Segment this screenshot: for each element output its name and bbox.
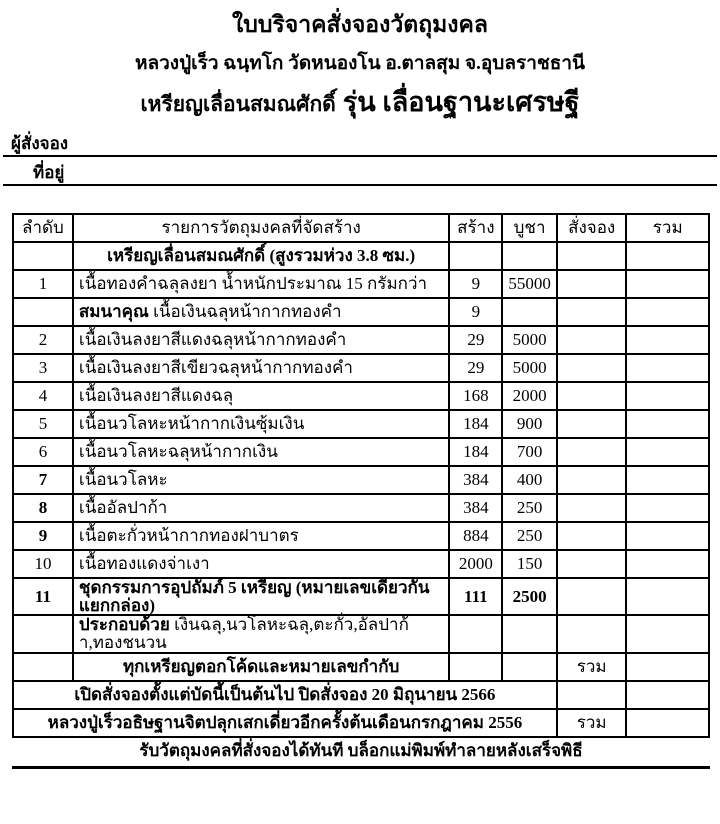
row-total-cell[interactable] <box>626 681 709 709</box>
col-header-total: รวม <box>626 214 709 242</box>
item-row <box>13 382 709 410</box>
item-row <box>13 578 709 616</box>
item-name: เนื้ออัลปาก้า <box>73 494 449 522</box>
made-count: 2000 <box>449 550 502 578</box>
temple-line: หลวงปู่เร็ว ฉนฺทโก วัดหนองโน อ.ตาลสุม จ.อุบลราชธานี <box>134 52 586 74</box>
row-total-cell[interactable] <box>626 242 709 270</box>
no-cell <box>13 615 73 653</box>
row-no: 1 <box>13 270 73 298</box>
order-qty-cell[interactable] <box>557 270 627 298</box>
item-row <box>13 354 709 382</box>
made-cell <box>449 653 502 681</box>
order-qty-cell[interactable] <box>557 681 627 709</box>
row-no: 7 <box>13 466 73 494</box>
item-row <box>13 466 709 494</box>
blessing-row <box>13 709 709 737</box>
price: 2000 <box>502 382 557 410</box>
address-field <box>3 157 717 186</box>
order-qty-cell[interactable] <box>557 550 627 578</box>
row-total-cell[interactable] <box>626 382 709 410</box>
row-total-cell[interactable] <box>626 615 709 653</box>
price: 55000 <box>502 270 557 298</box>
price-cell <box>502 615 557 653</box>
price-cell <box>502 653 557 681</box>
row-no: 4 <box>13 382 73 410</box>
row-total-cell[interactable] <box>626 494 709 522</box>
price: 900 <box>502 410 557 438</box>
address-label: ที่อยู่ <box>33 163 65 183</box>
item-row <box>13 270 709 298</box>
address-input-line[interactable] <box>64 157 717 184</box>
item-name: เนื้อเงินลงยาสีเขียวฉลุหน้ากากทองคำ <box>73 354 449 382</box>
made-count: 184 <box>449 438 502 466</box>
item-row <box>13 494 709 522</box>
row-no: 11 <box>13 578 73 616</box>
row-total-cell[interactable] <box>626 354 709 382</box>
order-period-text: เปิดสั่งจองตั้งแต่บัดนี้เป็นต้นไป ปิดสั่งจอง 20 มิถุนายน 2566 <box>13 681 557 709</box>
price: 400 <box>502 466 557 494</box>
series-name: รุ่น เลื่อนฐานะเศรษฐี <box>342 86 580 117</box>
price-cell <box>502 242 557 270</box>
item-name: สมนาคุณ เนื้อเงินฉลุหน้ากากทองคำ <box>73 298 449 326</box>
compose-row <box>13 615 709 653</box>
made-count: 384 <box>449 466 502 494</box>
col-header-no: ลำดับ <box>13 214 73 242</box>
price: 150 <box>502 550 557 578</box>
made-cell <box>449 242 502 270</box>
code-row-text: ทุกเหรียญตอกโค้ดและหมายเลขกำกับ <box>73 653 449 681</box>
row-total-cell[interactable] <box>626 438 709 466</box>
page-title: ใบบริจาคสั่งจองวัตถุมงคล <box>232 12 488 37</box>
col-header-price: บูชา <box>502 214 557 242</box>
item-row <box>13 298 709 326</box>
row-no: 2 <box>13 326 73 354</box>
series-line <box>0 85 720 120</box>
row-total-cell[interactable] <box>626 298 709 326</box>
compose-text: ประกอบด้วย เงินฉลุ,นวโลหะฉลุ,ตะกั่ว,อัลปาก้า,ทองชนวน <box>73 615 449 653</box>
order-qty-cell[interactable] <box>557 578 627 616</box>
row-total-cell[interactable] <box>626 653 709 681</box>
orderer-label: ผู้สั่งจอง <box>11 134 69 154</box>
table-subheader-row <box>13 242 709 270</box>
price: 2500 <box>502 578 557 616</box>
item-row <box>13 410 709 438</box>
no-cell <box>13 242 73 270</box>
price: 250 <box>502 494 557 522</box>
item-row <box>13 550 709 578</box>
row-total-cell[interactable] <box>626 466 709 494</box>
item-row <box>13 522 709 550</box>
item-name: เนื้อนวโลหะหน้ากากเงินซุ้มเงิน <box>73 410 449 438</box>
row-total-cell[interactable] <box>626 270 709 298</box>
price <box>502 298 557 326</box>
made-count: 884 <box>449 522 502 550</box>
row-no <box>13 298 73 326</box>
price: 250 <box>502 522 557 550</box>
made-count: 184 <box>449 410 502 438</box>
order-form-fields <box>0 130 720 186</box>
made-count: 384 <box>449 494 502 522</box>
order-qty-cell[interactable] <box>557 522 627 550</box>
price: 700 <box>502 438 557 466</box>
item-name: เนื้อเงินลงยาสีแดงฉลุ <box>73 382 449 410</box>
row-no: 6 <box>13 438 73 466</box>
order-qty-cell[interactable] <box>557 298 627 326</box>
order-qty-cell[interactable] <box>557 382 627 410</box>
subheader-text: เหรียญเลื่อนสมณศักดิ์ (สูงรวมห่วง 3.8 ซม.) <box>73 242 449 270</box>
row-total-cell[interactable] <box>626 326 709 354</box>
made-count: 9 <box>449 298 502 326</box>
order-qty-cell[interactable] <box>557 494 627 522</box>
row-total-cell[interactable] <box>626 410 709 438</box>
order-qty-cell[interactable] <box>557 242 627 270</box>
item-name: ชุดกรรมการอุปถัมภ์ 5 เหรียญ (หมายเลขเดียวกันแยกกล่อง) <box>73 578 449 616</box>
order-qty-cell[interactable] <box>557 354 627 382</box>
order-table <box>12 213 710 738</box>
order-qty-cell[interactable] <box>557 466 627 494</box>
order-qty-cell[interactable] <box>557 410 627 438</box>
item-name: เนื้อทองแดงจ่าเงา <box>73 550 449 578</box>
row-no: 9 <box>13 522 73 550</box>
sum-label: รวม <box>557 709 627 737</box>
made-count: 9 <box>449 270 502 298</box>
blessing-text: หลวงปู่เร็วอธิษฐานจิตปลุกเสกเดี่ยวอีกครั้งต้นเดือนกรกฎาคม 2556 <box>13 709 557 737</box>
col-header-order: สั่งจอง <box>557 214 627 242</box>
compose-prefix: ประกอบด้วย <box>78 615 170 635</box>
footer-note: รับวัตถุมงคลที่สั่งจองได้ทันที บล็อกแม่พิมพ์ทำลายหลังเสร็จพิธี <box>12 738 710 769</box>
made-count: 29 <box>449 326 502 354</box>
row-no: 10 <box>13 550 73 578</box>
row-total-cell[interactable] <box>626 550 709 578</box>
row-no: 5 <box>13 410 73 438</box>
item-name: เนื้อตะกั่วหน้ากากทองฝาบาตร <box>73 522 449 550</box>
orderer-input-line[interactable] <box>68 130 717 155</box>
orderer-field <box>3 130 717 157</box>
item-name: เนื้อทองคำฉลุลงยา น้ำหนักประมาณ 15 กรัมกว่า <box>73 270 449 298</box>
made-cell <box>449 615 502 653</box>
row-total-cell[interactable] <box>626 709 709 737</box>
item-name: เนื้อนวโลหะ <box>73 466 449 494</box>
made-count: 111 <box>449 578 502 616</box>
row-no: 8 <box>13 494 73 522</box>
price: 5000 <box>502 354 557 382</box>
sum-label: รวม <box>557 653 627 681</box>
order-qty-cell[interactable] <box>557 438 627 466</box>
item-name: เนื้อนวโลหะฉลุหน้ากากเงิน <box>73 438 449 466</box>
row-total-cell[interactable] <box>626 522 709 550</box>
row-total-cell[interactable] <box>626 578 709 616</box>
order-period-row <box>13 681 709 709</box>
no-cell <box>13 653 73 681</box>
order-qty-cell[interactable] <box>557 615 627 653</box>
made-count: 168 <box>449 382 502 410</box>
col-header-item: รายการวัตถุมงคลที่จัดสร้าง <box>73 214 449 242</box>
col-header-made: สร้าง <box>449 214 502 242</box>
item-row <box>13 438 709 466</box>
table-header-row <box>13 214 709 242</box>
item-name-prefix: สมนาคุณ <box>78 301 149 321</box>
item-name: เนื้อเงินลงยาสีแดงฉลุหน้ากากทองคำ <box>73 326 449 354</box>
item-row <box>13 326 709 354</box>
series-prefix: เหรียญเลื่อนสมณศักดิ์ <box>140 91 336 116</box>
price: 5000 <box>502 326 557 354</box>
code-row <box>13 653 709 681</box>
made-count: 29 <box>449 354 502 382</box>
row-no: 3 <box>13 354 73 382</box>
order-qty-cell[interactable] <box>557 326 627 354</box>
